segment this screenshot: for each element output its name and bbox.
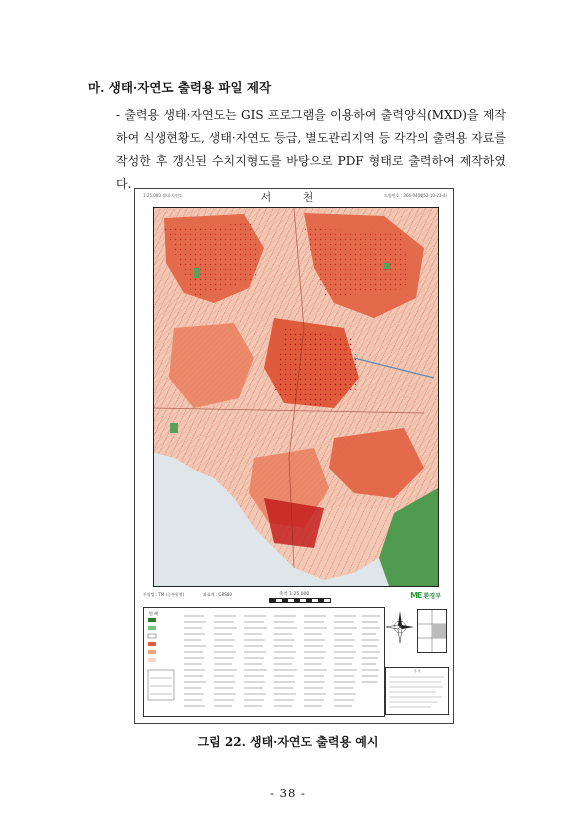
- projection-note: 투영법 : TM (중부원점): [143, 592, 185, 597]
- eco-nature-map-figure: [134, 188, 454, 724]
- scale-bar: [269, 598, 331, 603]
- legend-svg: [144, 608, 384, 716]
- sheet-index-grid: [417, 609, 447, 653]
- figure-caption: 그림 22. 생태·자연도 출력용 예시: [197, 735, 379, 749]
- index-grid-svg: [418, 610, 446, 652]
- compass-rose-icon: [385, 607, 415, 647]
- page-number: - 38 -: [270, 786, 306, 800]
- ministry-logo: [410, 591, 441, 600]
- coordinate-note: 좌표계 : GRS80: [203, 592, 232, 597]
- map-header: [135, 189, 453, 203]
- map-side-panel: [385, 607, 447, 715]
- section-paragraph: [88, 104, 506, 196]
- section-heading: 마. 생태·자연도 출력용 파일 제작: [88, 80, 272, 95]
- notes-lines: [386, 673, 448, 713]
- map-notes: [385, 667, 449, 715]
- notes-title: 주 기: [413, 669, 421, 673]
- logo-text: 환경부: [423, 593, 441, 600]
- map-image: [153, 207, 439, 587]
- legend-box: [143, 607, 385, 717]
- paragraph-text: - 출력용 생태·자연도는 GIS 프로그램을 이용하여 출력양식(MXD)을 제작하여 식생현황도, 생태·자연도 등급, 별도관리지역 등 각각의 출력용 자료를 작성한 후 갱신된 수치지형도를 바탕으로 PDF 형태로 출력하여 제작하였다.: [116, 108, 506, 191]
- map-title: 서 천: [260, 191, 328, 204]
- scale-label: 축척 1:25,000: [279, 592, 310, 597]
- legend-strip: [141, 591, 447, 605]
- map-header-right: 도엽번호 : 366-04(NJ52-10-23-4): [384, 193, 447, 198]
- map-legend-area: [141, 591, 447, 719]
- map-header-left: 1:25,000 생태·자연도: [143, 193, 183, 198]
- legend-title: 범 례: [149, 611, 158, 616]
- eco-map-svg: [154, 208, 438, 586]
- logo-mark-icon: ME: [410, 591, 422, 600]
